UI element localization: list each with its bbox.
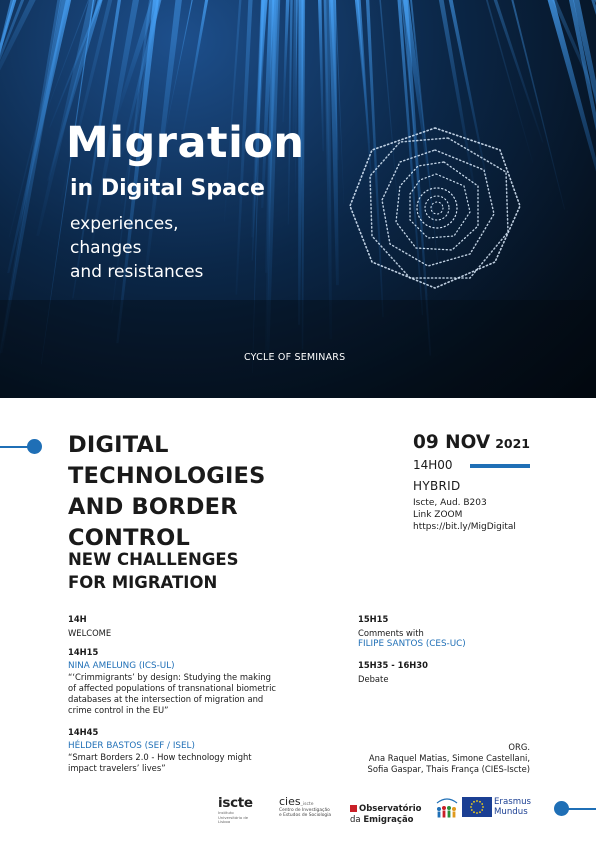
- talk-title-line: of affected populations of transnational biometric: [68, 683, 277, 693]
- hero-subtitle: in Digital Space: [70, 176, 265, 201]
- eu-star-icon: [476, 812, 478, 814]
- org-line: Ana Raquel Matias, Simone Castellani,: [368, 753, 530, 763]
- organizers: [368, 742, 530, 775]
- cies-logo[interactable]: [279, 795, 331, 818]
- migrants-people-icon[interactable]: [433, 795, 461, 821]
- eu-flag-icon[interactable]: [462, 797, 492, 817]
- observatorio-bottom: [350, 815, 421, 825]
- eu-star-icon: [479, 811, 481, 813]
- light-streak: [486, 0, 533, 163]
- session-title-line: AND BORDER: [68, 494, 238, 520]
- hero-tagline-line: and resistances: [70, 262, 204, 282]
- slot-text: Comments with: [358, 628, 424, 638]
- accent-line-left: [0, 446, 30, 448]
- eu-star-icon: [481, 809, 483, 811]
- hero-tagline-line: experiences,: [70, 214, 179, 234]
- light-streak: [301, 0, 305, 349]
- eu-star-icon: [479, 801, 481, 803]
- slot-time: 15H35 - 16H30: [358, 660, 428, 670]
- iscte-wordmark: iscte: [218, 795, 253, 811]
- event-location-line: Iscte, Aud. B203: [413, 498, 487, 508]
- light-streak: [282, 0, 289, 122]
- session-title-line: TECHNOLOGIES: [68, 463, 266, 489]
- zoom-link[interactable]: https://bit.ly/MigDigital: [413, 522, 516, 532]
- session-title-line: CONTROL: [68, 525, 191, 551]
- observatorio-top: Observatório: [359, 804, 422, 814]
- date-accent-bar: [470, 464, 530, 468]
- slot-time: 15H15: [358, 614, 389, 624]
- hero-tagline-line: changes: [70, 238, 142, 258]
- program-slot-debate: [358, 660, 428, 685]
- cies-subtext-line: Centro de Investigação: [279, 808, 330, 813]
- speaker-name: HÉLDER BASTOS (SEF / ISEL): [68, 741, 195, 751]
- event-location-line: Link ZOOM: [413, 510, 463, 520]
- light-streak: [288, 0, 293, 225]
- eu-star-icon: [471, 803, 473, 805]
- cies-wordmark: cies: [279, 795, 301, 808]
- hero-banner: [0, 0, 596, 398]
- hero-title: Migration: [66, 118, 305, 168]
- speaker-name: FILIPE SANTOS (CES-UC): [358, 639, 466, 649]
- accent-dot-left: [27, 439, 42, 454]
- observatorio-logo[interactable]: [350, 796, 421, 825]
- cies-suffix: _iscte: [300, 802, 314, 807]
- observatorio-bottom-a: da: [350, 815, 364, 825]
- talk-title-line: crime control in the EU”: [68, 705, 169, 715]
- event-date-year: 2021: [495, 436, 531, 451]
- slot-text: Debate: [358, 674, 389, 684]
- observatorio-mark-icon: [350, 805, 357, 812]
- eu-star-icon: [473, 801, 475, 803]
- light-streak: [121, 0, 160, 203]
- talk-title-line: databases at the intersection of migration and: [68, 694, 264, 704]
- program-slot-comments: [358, 614, 466, 650]
- program-slot-talk-1: [68, 647, 338, 716]
- event-mode: HYBRID: [413, 479, 461, 493]
- erasmus-mundus-logo[interactable]: [494, 797, 531, 817]
- eu-star-icon: [473, 811, 475, 813]
- speaker-name: NINA AMELUNG (ICS-UL): [68, 661, 175, 671]
- slot-time: 14H15: [68, 647, 99, 657]
- eu-star-icon: [471, 809, 473, 811]
- eu-star-icon: [470, 806, 472, 808]
- talk-title-line: “Smart Borders 2.0 - How technology might: [68, 752, 252, 762]
- session-subtitle-line: FOR MIGRATION: [68, 573, 218, 592]
- eu-star-icon: [476, 800, 478, 802]
- program-slot-welcome: [68, 614, 111, 639]
- accent-line-right: [567, 808, 596, 810]
- hero-tagline: [70, 212, 203, 284]
- iscte-logo-subtext: Instituto Universitário de Lisboa: [218, 810, 249, 824]
- light-streak: [548, 0, 596, 219]
- session-subtitle-line: NEW CHALLENGES: [68, 550, 239, 569]
- session-subtitle: [68, 548, 239, 594]
- session-title-line: DIGITAL: [68, 432, 169, 458]
- erasmus-line: Erasmus: [494, 797, 532, 807]
- slot-time: 14H: [68, 614, 87, 624]
- light-streak: [569, 0, 596, 325]
- talk-title-line: “‘Crimmigrants’ by design: Studying the making: [68, 672, 271, 682]
- session-title: [68, 430, 266, 554]
- slot-time: 14H45: [68, 727, 99, 737]
- light-streak: [318, 0, 324, 151]
- iscte-logo[interactable]: [218, 795, 253, 825]
- cycle-label: CYCLE OF SEMINARS: [244, 352, 346, 363]
- event-date-day: 09 NOV: [413, 432, 491, 453]
- slot-text: WELCOME: [68, 628, 112, 638]
- org-line: Sofia Gaspar, Thais França (CIES-Iscte): [367, 764, 530, 774]
- eu-star-icon: [482, 806, 484, 808]
- erasmus-line: Mundus: [494, 807, 528, 817]
- org-label: ORG.: [508, 742, 530, 752]
- observatorio-bottom-b: Emigração: [363, 815, 414, 825]
- event-location: [413, 497, 516, 533]
- event-date: [413, 432, 530, 453]
- program-slot-talk-2: [68, 727, 338, 774]
- event-time: 14H00: [413, 458, 453, 472]
- light-streak: [379, 0, 399, 225]
- cies-subtext-line: e Estudos de Sociologia: [279, 813, 332, 819]
- eu-star-icon: [481, 803, 483, 805]
- talk-title-line: impact travelers’ lives”: [68, 763, 166, 773]
